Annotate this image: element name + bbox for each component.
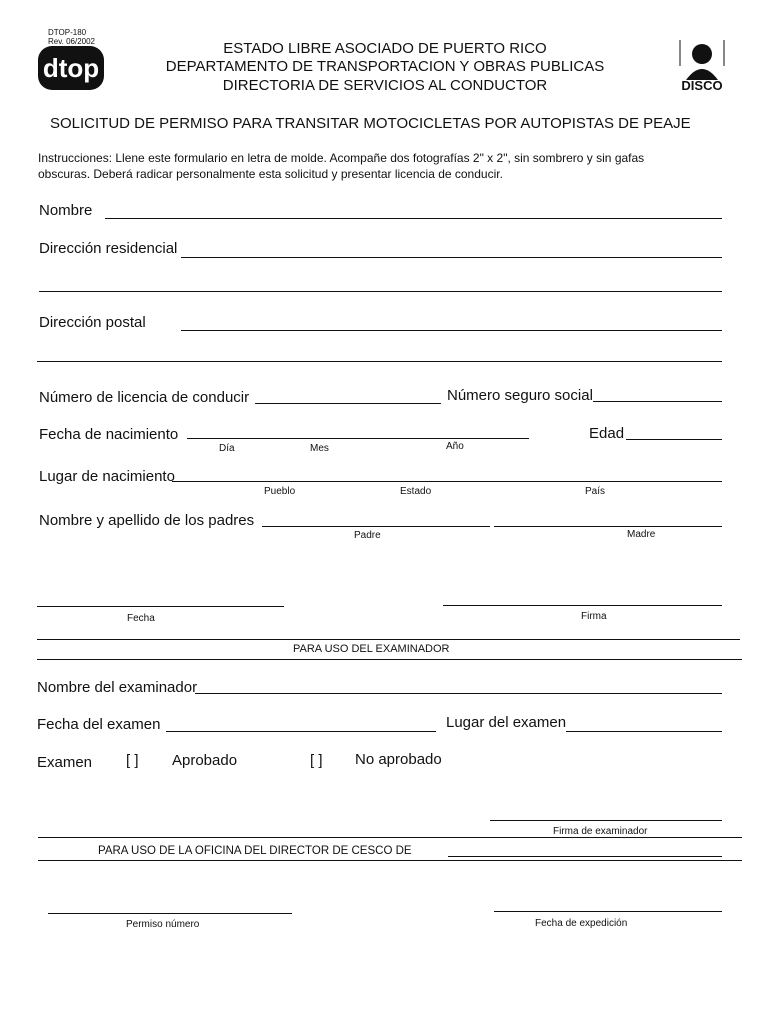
- mes-sublabel: Mes: [310, 443, 329, 454]
- fecha-expedicion-field[interactable]: [494, 911, 722, 912]
- numero-seguro-social-label: Número seguro social: [447, 387, 593, 404]
- direccion-postal-label: Dirección postal: [39, 314, 146, 331]
- padre-sublabel: Padre: [354, 530, 381, 541]
- fecha-nacimiento-label: Fecha de nacimiento: [39, 426, 179, 443]
- form-revision: Rev. 06/2002: [48, 37, 95, 46]
- numero-licencia-label: Número de licencia de conducir: [39, 389, 250, 406]
- examiner-divider-bottom: [37, 659, 742, 660]
- padre-field[interactable]: [262, 526, 490, 527]
- form-title: SOLICITUD DE PERMISO PARA TRANSITAR MOTOCICLETAS POR AUTOPISTAS DE PEAJE: [50, 115, 691, 132]
- ano-sublabel: Año: [446, 441, 464, 452]
- nombre-label: Nombre: [39, 202, 93, 219]
- lugar-examen-label: Lugar del examen: [446, 714, 567, 731]
- lugar-nacimiento-label: Lugar de nacimiento: [39, 468, 175, 485]
- madre-field[interactable]: [494, 526, 722, 527]
- instructions-line-1: Instrucciones: Llene este formulario en letra de molde. Acompañe dos fotografías 2" x 2", sin sombrero y sin gafas: [38, 151, 645, 165]
- header-line-1: ESTADO LIBRE ASOCIADO DE PUERTO RICO: [223, 40, 547, 57]
- direccion-postal-field[interactable]: [181, 330, 722, 331]
- madre-sublabel: Madre: [627, 529, 656, 540]
- aprobado-label: Aprobado: [172, 752, 238, 769]
- examiner-section-title: PARA USO DEL EXAMINADOR: [293, 643, 450, 655]
- header-line-3: DIRECTORIA DE SERVICIOS AL CONDUCTOR: [222, 77, 548, 94]
- permiso-numero-field[interactable]: [48, 913, 292, 914]
- dtop-logo-text: dtop: [42, 53, 100, 83]
- examen-label: Examen: [37, 754, 93, 771]
- numero-licencia-field[interactable]: [255, 403, 441, 404]
- dia-sublabel: Día: [219, 443, 235, 454]
- edad-field[interactable]: [626, 439, 722, 440]
- firma-examinador-field[interactable]: [490, 820, 722, 821]
- pueblo-sublabel: Pueblo: [264, 486, 296, 497]
- direccion-residencial-field-2[interactable]: [39, 291, 722, 292]
- no-aprobado-label: No aprobado: [355, 751, 442, 768]
- disco-logo-text: DISCO: [681, 78, 723, 92]
- direccion-residencial-field[interactable]: [181, 257, 722, 258]
- office-section-title: PARA USO DE LA OFICINA DEL DIRECTOR DE CESCO DE: [98, 845, 412, 857]
- fecha-sublabel: Fecha: [127, 613, 155, 624]
- lugar-nacimiento-field[interactable]: [172, 481, 722, 482]
- padres-label: Nombre y apellido de los padres: [39, 512, 255, 529]
- fecha-examen-field[interactable]: [166, 731, 436, 732]
- pais-sublabel: País: [585, 486, 606, 497]
- nombre-field[interactable]: [105, 218, 722, 219]
- instructions-line-2: obscuras. Deberá radicar personalmente esta solicitud y presentar licencia de conducir.: [38, 167, 503, 181]
- examiner-divider-top: [37, 639, 740, 640]
- header-line-2: DEPARTAMENTO DE TRANSPORTACION Y OBRAS PUBLICAS: [165, 58, 605, 75]
- disco-logo: [674, 36, 730, 92]
- office-divider-bottom: [38, 860, 742, 861]
- direccion-residencial-label: Dirección residencial: [39, 240, 178, 257]
- form-code: DTOP-180: [48, 28, 87, 37]
- fecha-field[interactable]: [37, 606, 284, 607]
- lugar-examen-field[interactable]: [566, 731, 722, 732]
- edad-label: Edad: [589, 425, 625, 442]
- fecha-expedicion-sublabel: Fecha de expedición: [535, 918, 628, 929]
- firma-examinador-sublabel: Firma de examinador: [553, 826, 648, 837]
- aprobado-checkbox[interactable]: [ ]: [126, 752, 139, 769]
- firma-sublabel: Firma: [581, 611, 607, 622]
- firma-field[interactable]: [443, 605, 722, 606]
- nombre-examinador-field[interactable]: [195, 693, 722, 694]
- fecha-examen-label: Fecha del examen: [37, 716, 161, 733]
- estado-sublabel: Estado: [400, 486, 432, 497]
- numero-seguro-social-field[interactable]: [593, 401, 722, 402]
- office-divider-top: [38, 837, 742, 838]
- cesco-field[interactable]: [448, 856, 722, 857]
- fecha-nacimiento-field[interactable]: [187, 438, 529, 439]
- dtop-logo: [38, 46, 104, 90]
- permiso-numero-sublabel: Permiso número: [126, 919, 200, 930]
- nombre-examinador-label: Nombre del examinador: [37, 679, 198, 696]
- no-aprobado-checkbox[interactable]: [ ]: [310, 752, 323, 769]
- direccion-postal-field-2[interactable]: [37, 361, 722, 362]
